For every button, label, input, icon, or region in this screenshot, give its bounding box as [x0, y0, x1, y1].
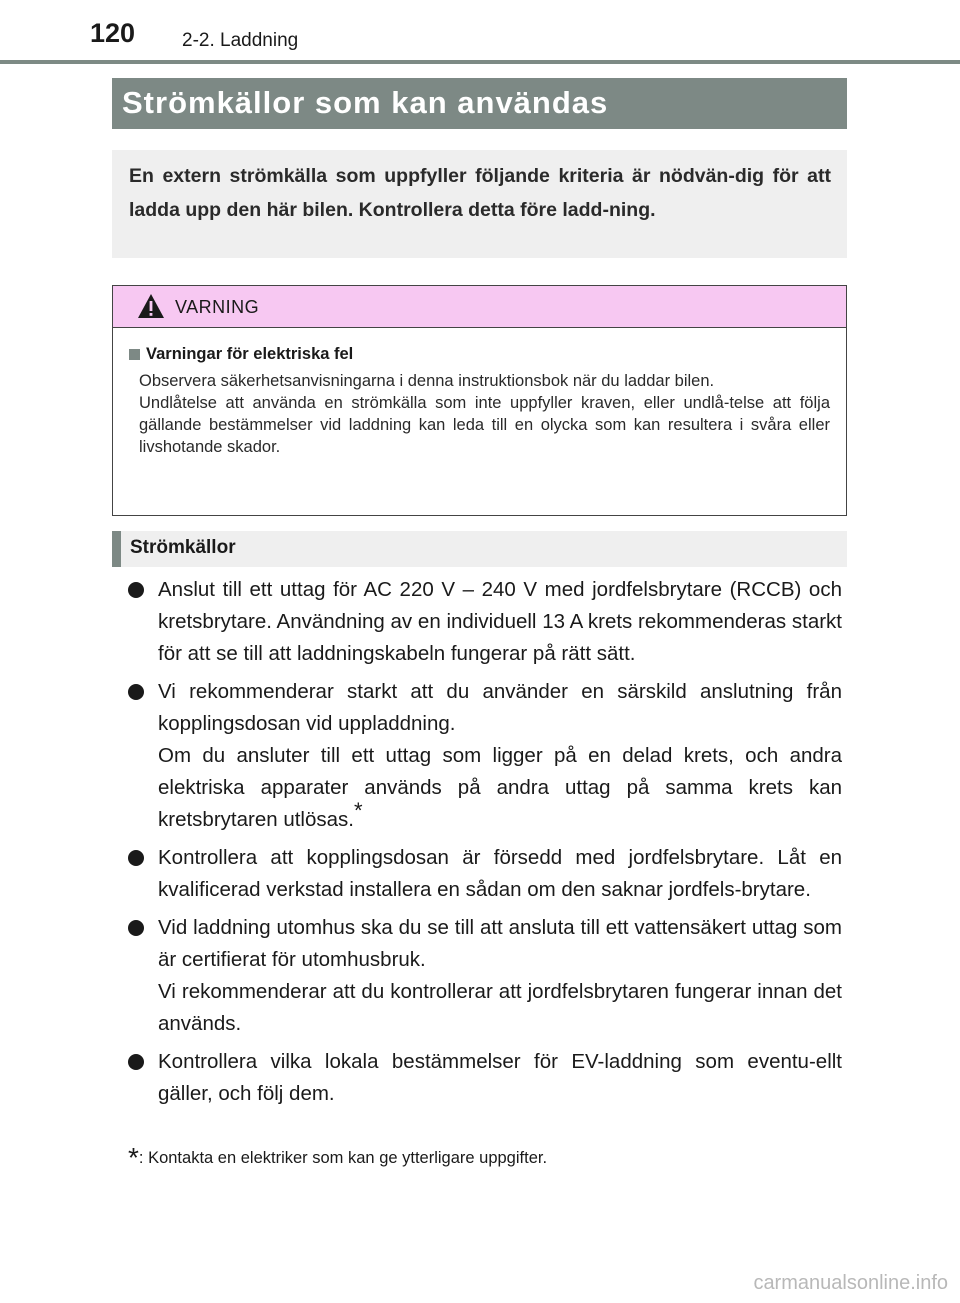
warning-triangle-icon	[137, 293, 165, 319]
bullet-icon	[128, 574, 158, 670]
list-item-text: Vid laddning utomhus ska du se till att ansluta till ett vattensäkert uttag som är certifierat för utomhusbruk.	[158, 916, 842, 971]
list-item-text: Om du ansluter till ett uttag som ligger på en delad krets, och andra elektriska apparater används på andra uttag på samma krets kan kretsbrytaren utlösas.	[158, 744, 842, 831]
footnote	[128, 1142, 547, 1174]
list-item	[128, 1046, 842, 1110]
bullet-icon	[128, 1046, 158, 1110]
list-item-text: Vi rekommenderar starkt att du använder en särskild anslutning från kopplingsdosan vid uppladdning.	[158, 680, 842, 735]
intro-text: En extern strömkälla som uppfyller följande kriteria är nödvän-dig för att ladda upp den här bilen. Kontrollera detta före ladd-ning.	[129, 165, 831, 221]
warning-subheading	[129, 345, 830, 364]
watermark: carmanualsonline.info	[753, 1272, 948, 1294]
bullet-icon	[128, 842, 158, 906]
page-number: 120	[90, 18, 136, 48]
page-title: Strömkällor som kan användas	[112, 78, 847, 129]
list-item	[128, 912, 842, 1040]
footnote-text: : Kontakta en elektriker som kan ge ytterligare uppgifter.	[138, 1149, 548, 1167]
list-item-text: Vi rekommenderar att du kontrollerar att jordfelsbrytaren fungerar innan det används.	[158, 980, 842, 1035]
warning-box	[112, 285, 847, 516]
subsection-heading: Strömkällor	[112, 531, 847, 567]
warning-body	[113, 328, 846, 458]
list-item	[128, 842, 842, 906]
list-item	[128, 574, 842, 670]
footnote-star: *	[128, 1142, 139, 1173]
footnote-marker: *	[353, 798, 363, 824]
warning-header	[113, 286, 846, 328]
warning-text-1: Observera säkerhetsanvisningarna i denna instruktionsbok när du laddar bilen.	[139, 372, 715, 390]
section-reference: 2-2. Laddning	[182, 30, 299, 51]
bullet-list	[128, 574, 842, 1116]
warning-text-2: Undlåtelse att använda en strömkälla som inte uppfyller kraven, eller undlå-telse att följa gällande bestämmelser vid laddning kan leda till en olycka som kan resultera i svåra eller livshotande skador.	[139, 394, 830, 456]
list-item	[128, 676, 842, 836]
intro-box	[112, 150, 847, 258]
warning-label: VARNING	[175, 297, 260, 317]
bullet-icon	[128, 676, 158, 836]
list-item-text: Kontrollera att kopplingsdosan är försedd med jordfelsbrytare. Låt en kvalificerad verkstad installera en sådan om den saknar jordfels-brytare.	[158, 846, 842, 901]
list-item-text: Kontrollera vilka lokala bestämmelser för EV-laddning som eventu-ellt gäller, och följ dem.	[158, 1050, 842, 1105]
list-item-text: Anslut till ett uttag för AC 220 V – 240 V med jordfelsbrytare (RCCB) och kretsbrytare. Användning av en individuell 13 A krets rekommenderas starkt för att se till att laddningskabeln fungerar på rätt sätt.	[158, 578, 842, 665]
bullet-icon	[128, 912, 158, 1040]
header-divider	[0, 60, 960, 64]
warning-subheading-text: Varningar för elektriska fel	[146, 345, 354, 363]
square-bullet-icon	[129, 349, 140, 360]
